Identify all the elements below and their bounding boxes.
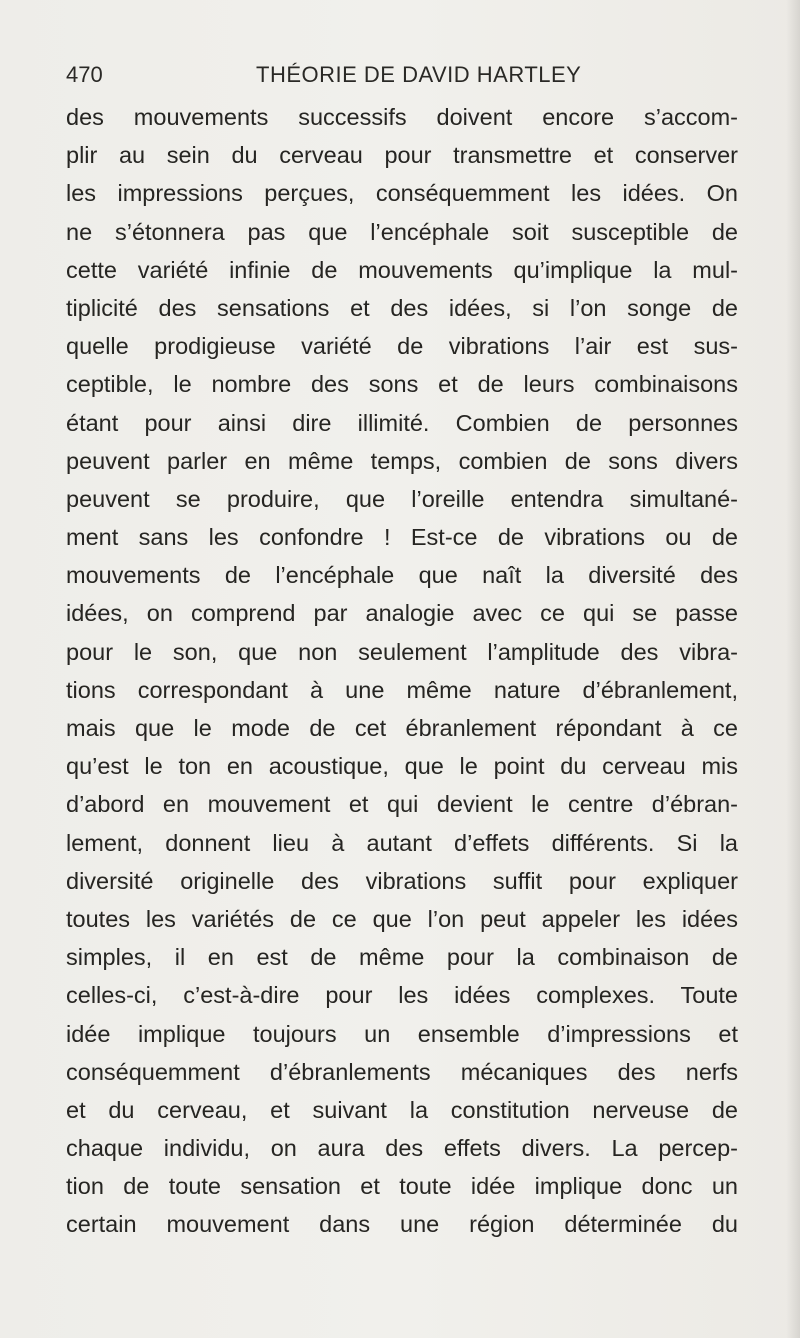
text-line: idée implique toujours un ensemble d’impressions et [66, 1020, 738, 1047]
text-line: les impressions perçues, conséquemment les idées. On [66, 180, 738, 207]
text-line: plir au sein du cerveau pour transmettre et conserver [66, 142, 738, 169]
page-edge-shadow [786, 0, 800, 1338]
text-line: et du cerveau, et suivant la constitution nerveuse de [66, 1096, 738, 1123]
text-line: peuvent parler en même temps, combien de sons divers [66, 447, 738, 474]
text-line: conséquemment d’ébranlements mécaniques des nerfs [66, 1058, 738, 1085]
text-line: quelle prodigieuse variété de vibrations l’air est sus- [66, 333, 738, 360]
text-line: tions correspondant à une même nature d’ébranlement, [66, 676, 738, 703]
text-line: certain mouvement dans une région déterminée du [66, 1211, 738, 1238]
page-header [66, 62, 738, 94]
text-line: simples, il en est de même pour la combinaison de [66, 944, 738, 971]
text-line: celles-ci, c’est-à-dire pour les idées complexes. Toute [66, 982, 738, 1009]
text-line: ne s’étonnera pas que l’encéphale soit susceptible de [66, 218, 738, 245]
body-text [66, 98, 738, 1244]
text-line: pour le son, que non seulement l’amplitude des vibra- [66, 638, 738, 665]
page-number: 470 [66, 62, 103, 87]
text-line: idées, on comprend par analogie avec ce qui se passe [66, 600, 738, 627]
text-line: tion de toute sensation et toute idée implique donc un [66, 1173, 738, 1200]
text-line: chaque individu, on aura des effets divers. La percep- [66, 1135, 738, 1162]
text-line: mouvements de l’encéphale que naît la diversité des [66, 562, 738, 589]
text-line: peuvent se produire, que l’oreille entendra simultané- [66, 485, 738, 512]
text-line: tiplicité des sensations et des idées, si l’on songe de [66, 294, 738, 321]
text-line: ment sans les confondre ! Est-ce de vibrations ou de [66, 524, 738, 551]
running-title: THÉORIE DE DAVID HARTLEY [256, 62, 582, 87]
text-line: d’abord en mouvement et qui devient le centre d’ébran- [66, 791, 738, 818]
text-line: étant pour ainsi dire illimité. Combien de personnes [66, 409, 738, 436]
text-line: lement, donnent lieu à autant d’effets différents. Si la [66, 829, 738, 856]
text-line: qu’est le ton en acoustique, que le point du cerveau mis [66, 753, 738, 780]
text-line: ceptible, le nombre des sons et de leurs combinaisons [66, 371, 738, 398]
text-line: des mouvements successifs doivent encore s’accom- [66, 104, 738, 130]
text-line: mais que le mode de cet ébranlement répondant à ce [66, 715, 738, 741]
text-line: cette variété infinie de mouvements qu’implique la mul- [66, 256, 738, 283]
text-line: toutes les variétés de ce que l’on peut appeler les idées [66, 905, 738, 932]
text-line: diversité originelle des vibrations suffit pour expliquer [66, 867, 738, 894]
